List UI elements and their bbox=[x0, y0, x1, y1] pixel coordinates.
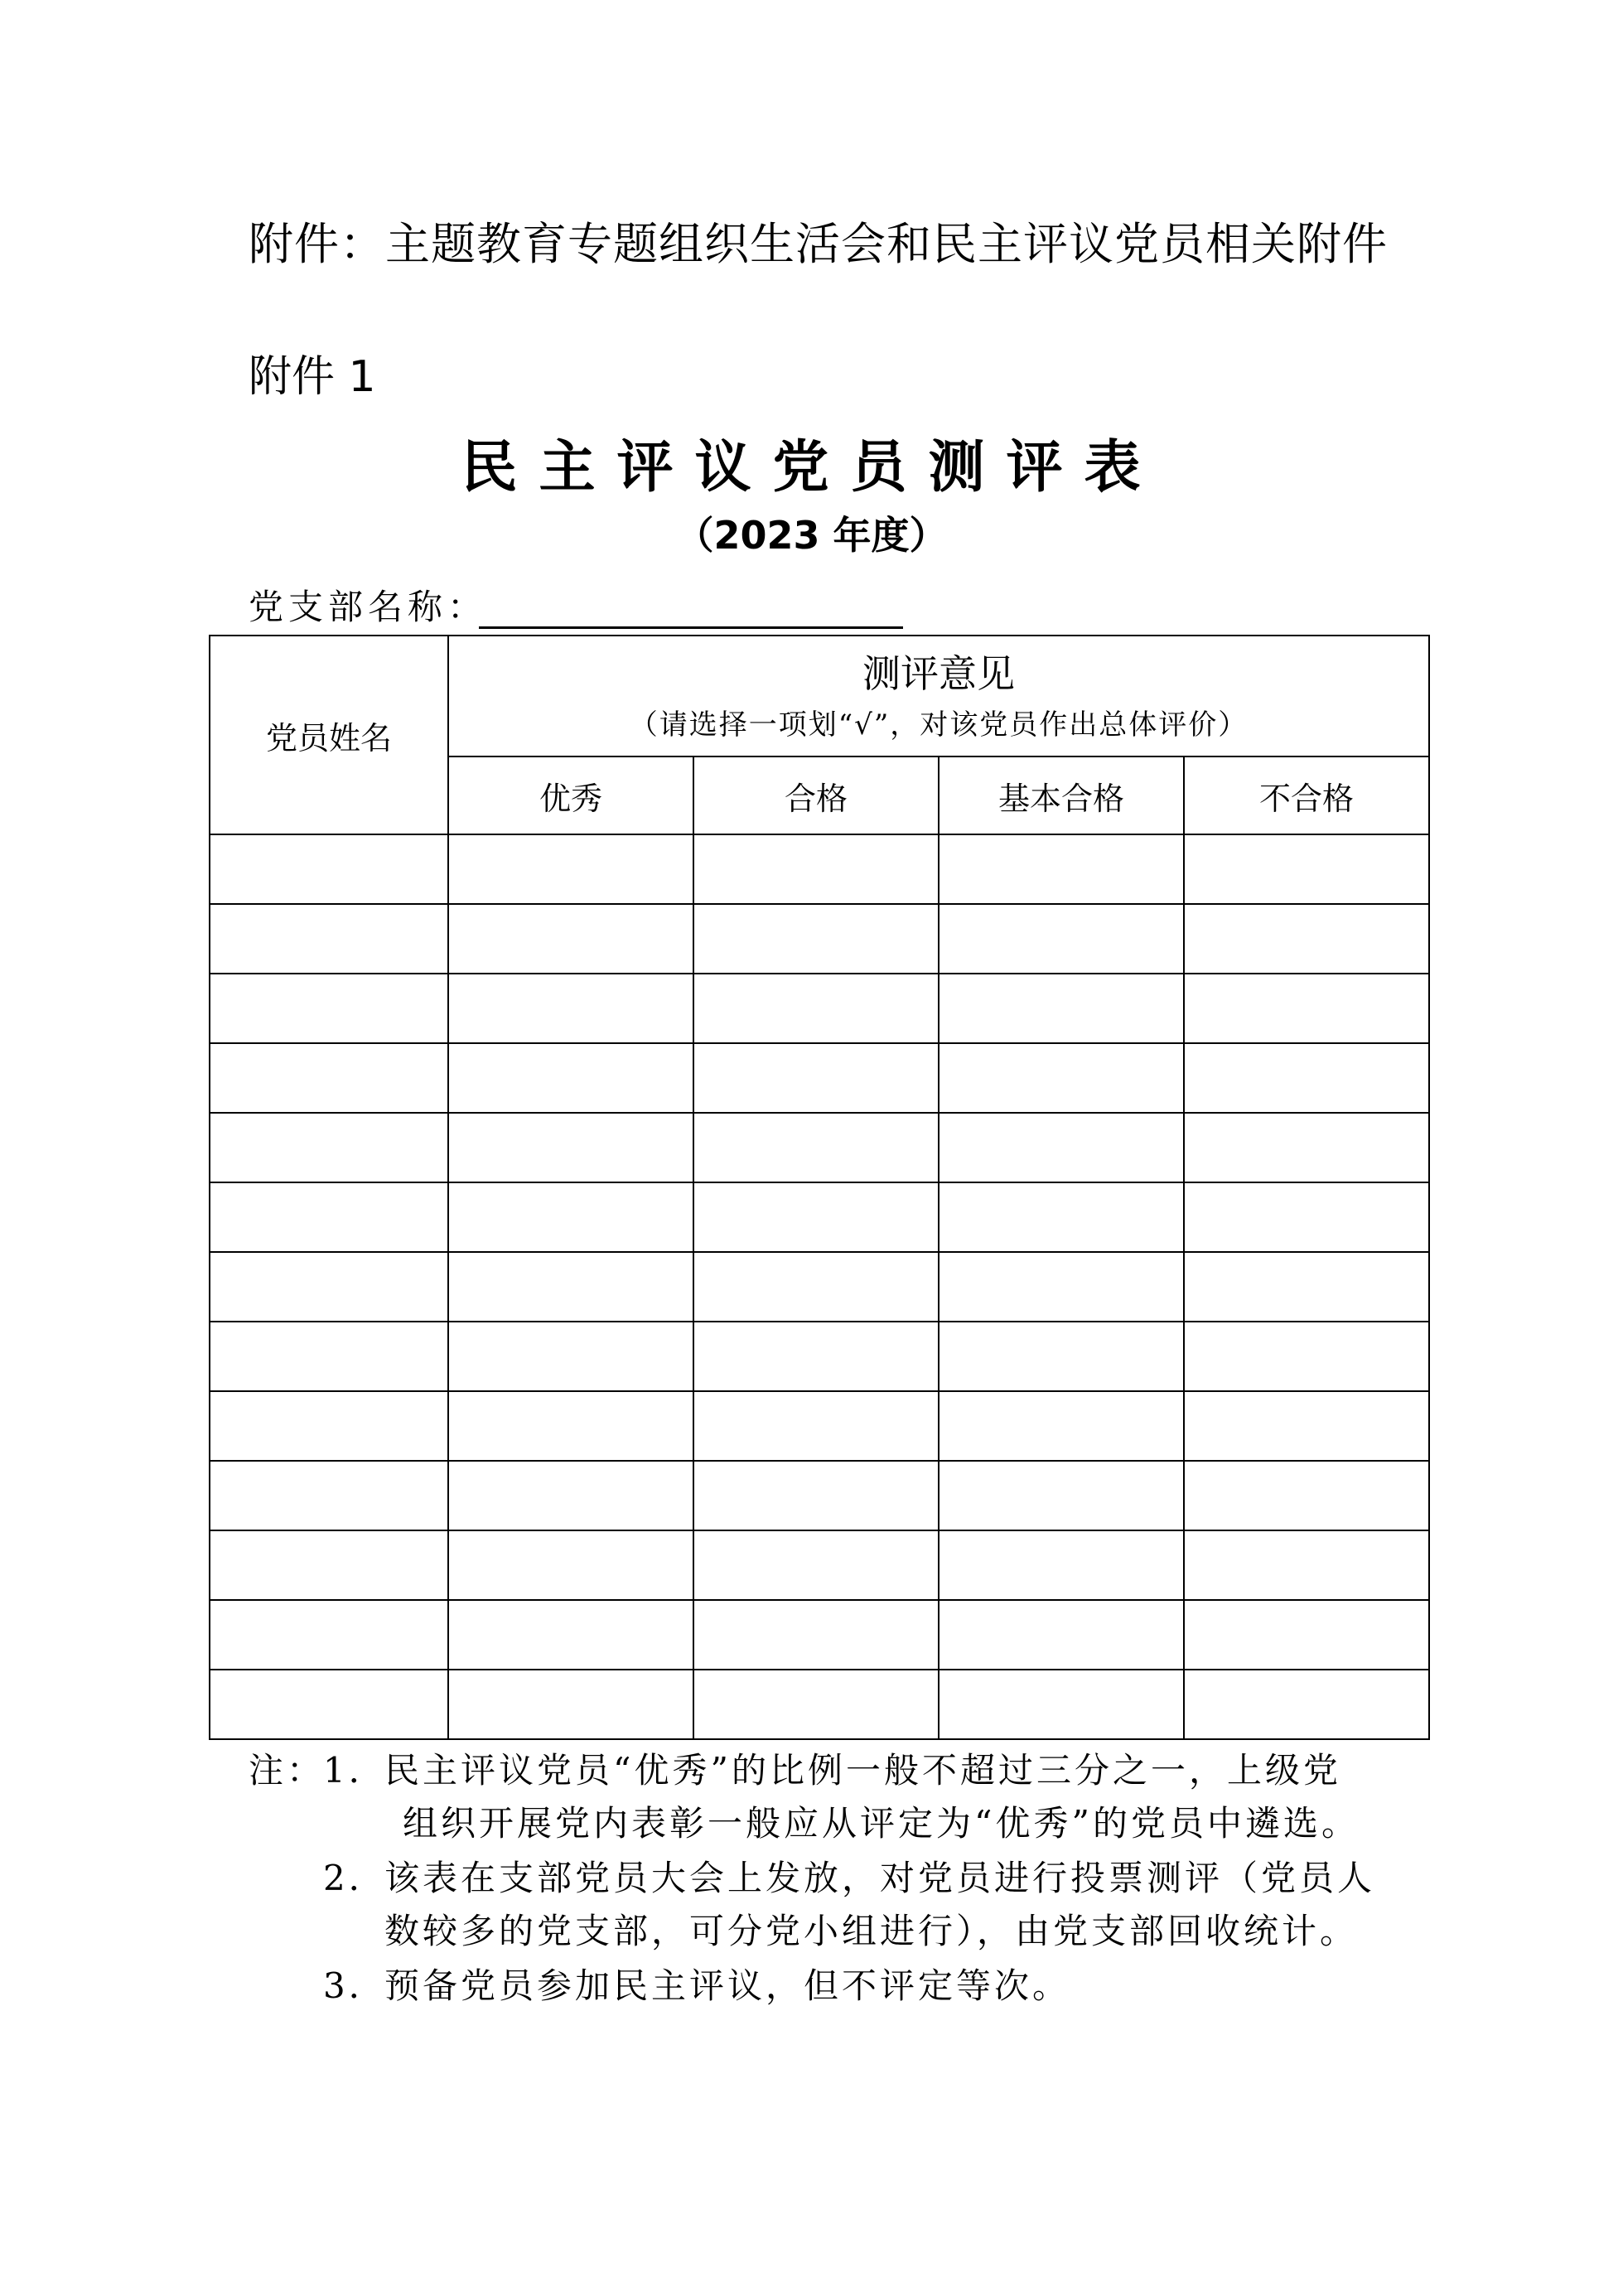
table-header-row bbox=[210, 636, 1429, 756]
rating-cell[interactable] bbox=[693, 834, 939, 904]
rating-cell[interactable] bbox=[939, 974, 1184, 1043]
attachment-label: 附件 1 bbox=[249, 352, 376, 402]
member-name-cell[interactable] bbox=[210, 834, 448, 904]
rating-cell[interactable] bbox=[448, 1530, 693, 1600]
rating-cell[interactable] bbox=[939, 1182, 1184, 1252]
table-row bbox=[210, 1670, 1429, 1739]
branch-name-field[interactable] bbox=[479, 626, 903, 629]
note-1-number: 1． bbox=[323, 1750, 387, 1791]
note-3-number: 3． bbox=[323, 1965, 387, 2006]
rating-cell[interactable] bbox=[939, 1391, 1184, 1461]
rating-cell[interactable] bbox=[448, 1670, 693, 1739]
table-row bbox=[210, 1252, 1429, 1322]
rating-cell[interactable] bbox=[1184, 1600, 1429, 1670]
rating-cell[interactable] bbox=[448, 974, 693, 1043]
member-name-cell[interactable] bbox=[210, 1391, 448, 1461]
rating-cell[interactable] bbox=[693, 974, 939, 1043]
note-2-line-2: 数较多的党支部，可分党小组进行），由党支部回收统计。 bbox=[384, 1911, 1359, 1951]
note-2-number: 2． bbox=[323, 1858, 387, 1898]
form-year: （2023 年度） bbox=[675, 513, 948, 558]
rating-cell[interactable] bbox=[693, 1461, 939, 1530]
rating-cell[interactable] bbox=[939, 1043, 1184, 1113]
branch-name-label: 党支部名称： bbox=[249, 587, 488, 627]
rating-cell[interactable] bbox=[448, 1113, 693, 1182]
column-header-excellent: 优秀 bbox=[448, 756, 693, 834]
rating-cell[interactable] bbox=[939, 834, 1184, 904]
rating-cell[interactable] bbox=[1184, 1391, 1429, 1461]
table-row bbox=[210, 1600, 1429, 1670]
rating-cell[interactable] bbox=[1184, 974, 1429, 1043]
table-row bbox=[210, 904, 1429, 974]
rating-cell[interactable] bbox=[1184, 1043, 1429, 1113]
rating-cell[interactable] bbox=[693, 1530, 939, 1600]
rating-cell[interactable] bbox=[448, 834, 693, 904]
column-header-qualified: 合格 bbox=[693, 756, 939, 834]
rating-cell[interactable] bbox=[693, 1043, 939, 1113]
table-row bbox=[210, 1182, 1429, 1252]
opinion-title: 测评意见 bbox=[862, 650, 1015, 696]
rating-cell[interactable] bbox=[939, 1670, 1184, 1739]
page-heading: 附件：主题教育专题组织生活会和民主评议党员相关附件 bbox=[249, 218, 1388, 270]
member-name-cell[interactable] bbox=[210, 1322, 448, 1391]
rating-cell[interactable] bbox=[1184, 1113, 1429, 1182]
evaluation-table bbox=[209, 635, 1430, 1740]
member-name-cell[interactable] bbox=[210, 1530, 448, 1600]
rating-cell[interactable] bbox=[693, 1252, 939, 1322]
rating-cell[interactable] bbox=[1184, 1182, 1429, 1252]
table-row bbox=[210, 1322, 1429, 1391]
rating-cell[interactable] bbox=[939, 1461, 1184, 1530]
rating-cell[interactable] bbox=[1184, 1252, 1429, 1322]
table-row bbox=[210, 834, 1429, 904]
rating-cell[interactable] bbox=[1184, 1530, 1429, 1600]
table-row bbox=[210, 1113, 1429, 1182]
member-name-cell[interactable] bbox=[210, 904, 448, 974]
rating-cell[interactable] bbox=[448, 1322, 693, 1391]
rating-cell[interactable] bbox=[939, 1252, 1184, 1322]
rating-cell[interactable] bbox=[693, 1391, 939, 1461]
table-row bbox=[210, 1391, 1429, 1461]
rating-cell[interactable] bbox=[1184, 904, 1429, 974]
rating-cell[interactable] bbox=[939, 1600, 1184, 1670]
rating-cell[interactable] bbox=[693, 1182, 939, 1252]
rating-cell[interactable] bbox=[939, 1530, 1184, 1600]
rating-cell[interactable] bbox=[448, 904, 693, 974]
rating-cell[interactable] bbox=[939, 1322, 1184, 1391]
opinion-header bbox=[448, 636, 1429, 756]
rating-cell[interactable] bbox=[448, 1461, 693, 1530]
rating-cell[interactable] bbox=[448, 1182, 693, 1252]
column-header-unqualified: 不合格 bbox=[1184, 756, 1429, 834]
note-3-line-1: 预备党员参加民主评议，但不评定等次。 bbox=[384, 1965, 1071, 2006]
rating-cell[interactable] bbox=[693, 1670, 939, 1739]
rating-cell[interactable] bbox=[1184, 834, 1429, 904]
table-row bbox=[210, 1461, 1429, 1530]
note-1-line-2: 组织开展党内表彰一般应从评定为“优秀”的党员中遴选。 bbox=[403, 1803, 1360, 1844]
rating-cell[interactable] bbox=[448, 1600, 693, 1670]
rating-cell[interactable] bbox=[1184, 1461, 1429, 1530]
opinion-instruction: （请选择一项划“√”，对该党员作出总体评价） bbox=[629, 708, 1249, 742]
note-1-line-1: 民主评议党员“优秀”的比例一般不超过三分之一，上级党 bbox=[384, 1750, 1341, 1791]
rating-cell[interactable] bbox=[939, 1113, 1184, 1182]
member-name-cell[interactable] bbox=[210, 1043, 448, 1113]
table-row bbox=[210, 1043, 1429, 1113]
table-row bbox=[210, 1530, 1429, 1600]
table-row bbox=[210, 974, 1429, 1043]
member-name-cell[interactable] bbox=[210, 1670, 448, 1739]
rating-cell[interactable] bbox=[448, 1391, 693, 1461]
member-name-cell[interactable] bbox=[210, 1113, 448, 1182]
rating-cell[interactable] bbox=[693, 904, 939, 974]
column-header-basically-qualified: 基本合格 bbox=[939, 756, 1184, 834]
rating-cell[interactable] bbox=[448, 1043, 693, 1113]
form-title: 民主评议党员测评表 bbox=[461, 434, 1162, 500]
notes-prefix: 注： bbox=[249, 1750, 326, 1791]
member-name-cell[interactable] bbox=[210, 1461, 448, 1530]
rating-cell[interactable] bbox=[693, 1113, 939, 1182]
rating-cell[interactable] bbox=[693, 1600, 939, 1670]
member-name-header: 党员姓名 bbox=[210, 636, 448, 834]
member-name-cell[interactable] bbox=[210, 1252, 448, 1322]
member-name-cell[interactable] bbox=[210, 974, 448, 1043]
rating-cell[interactable] bbox=[1184, 1322, 1429, 1391]
note-2-line-1: 该表在支部党员大会上发放，对党员进行投票测评（党员人 bbox=[384, 1858, 1376, 1898]
rating-cell[interactable] bbox=[939, 904, 1184, 974]
rating-cell[interactable] bbox=[1184, 1670, 1429, 1739]
member-name-cell[interactable] bbox=[210, 1600, 448, 1670]
rating-cell[interactable] bbox=[693, 1322, 939, 1391]
rating-cell[interactable] bbox=[448, 1252, 693, 1322]
member-name-cell[interactable] bbox=[210, 1182, 448, 1252]
